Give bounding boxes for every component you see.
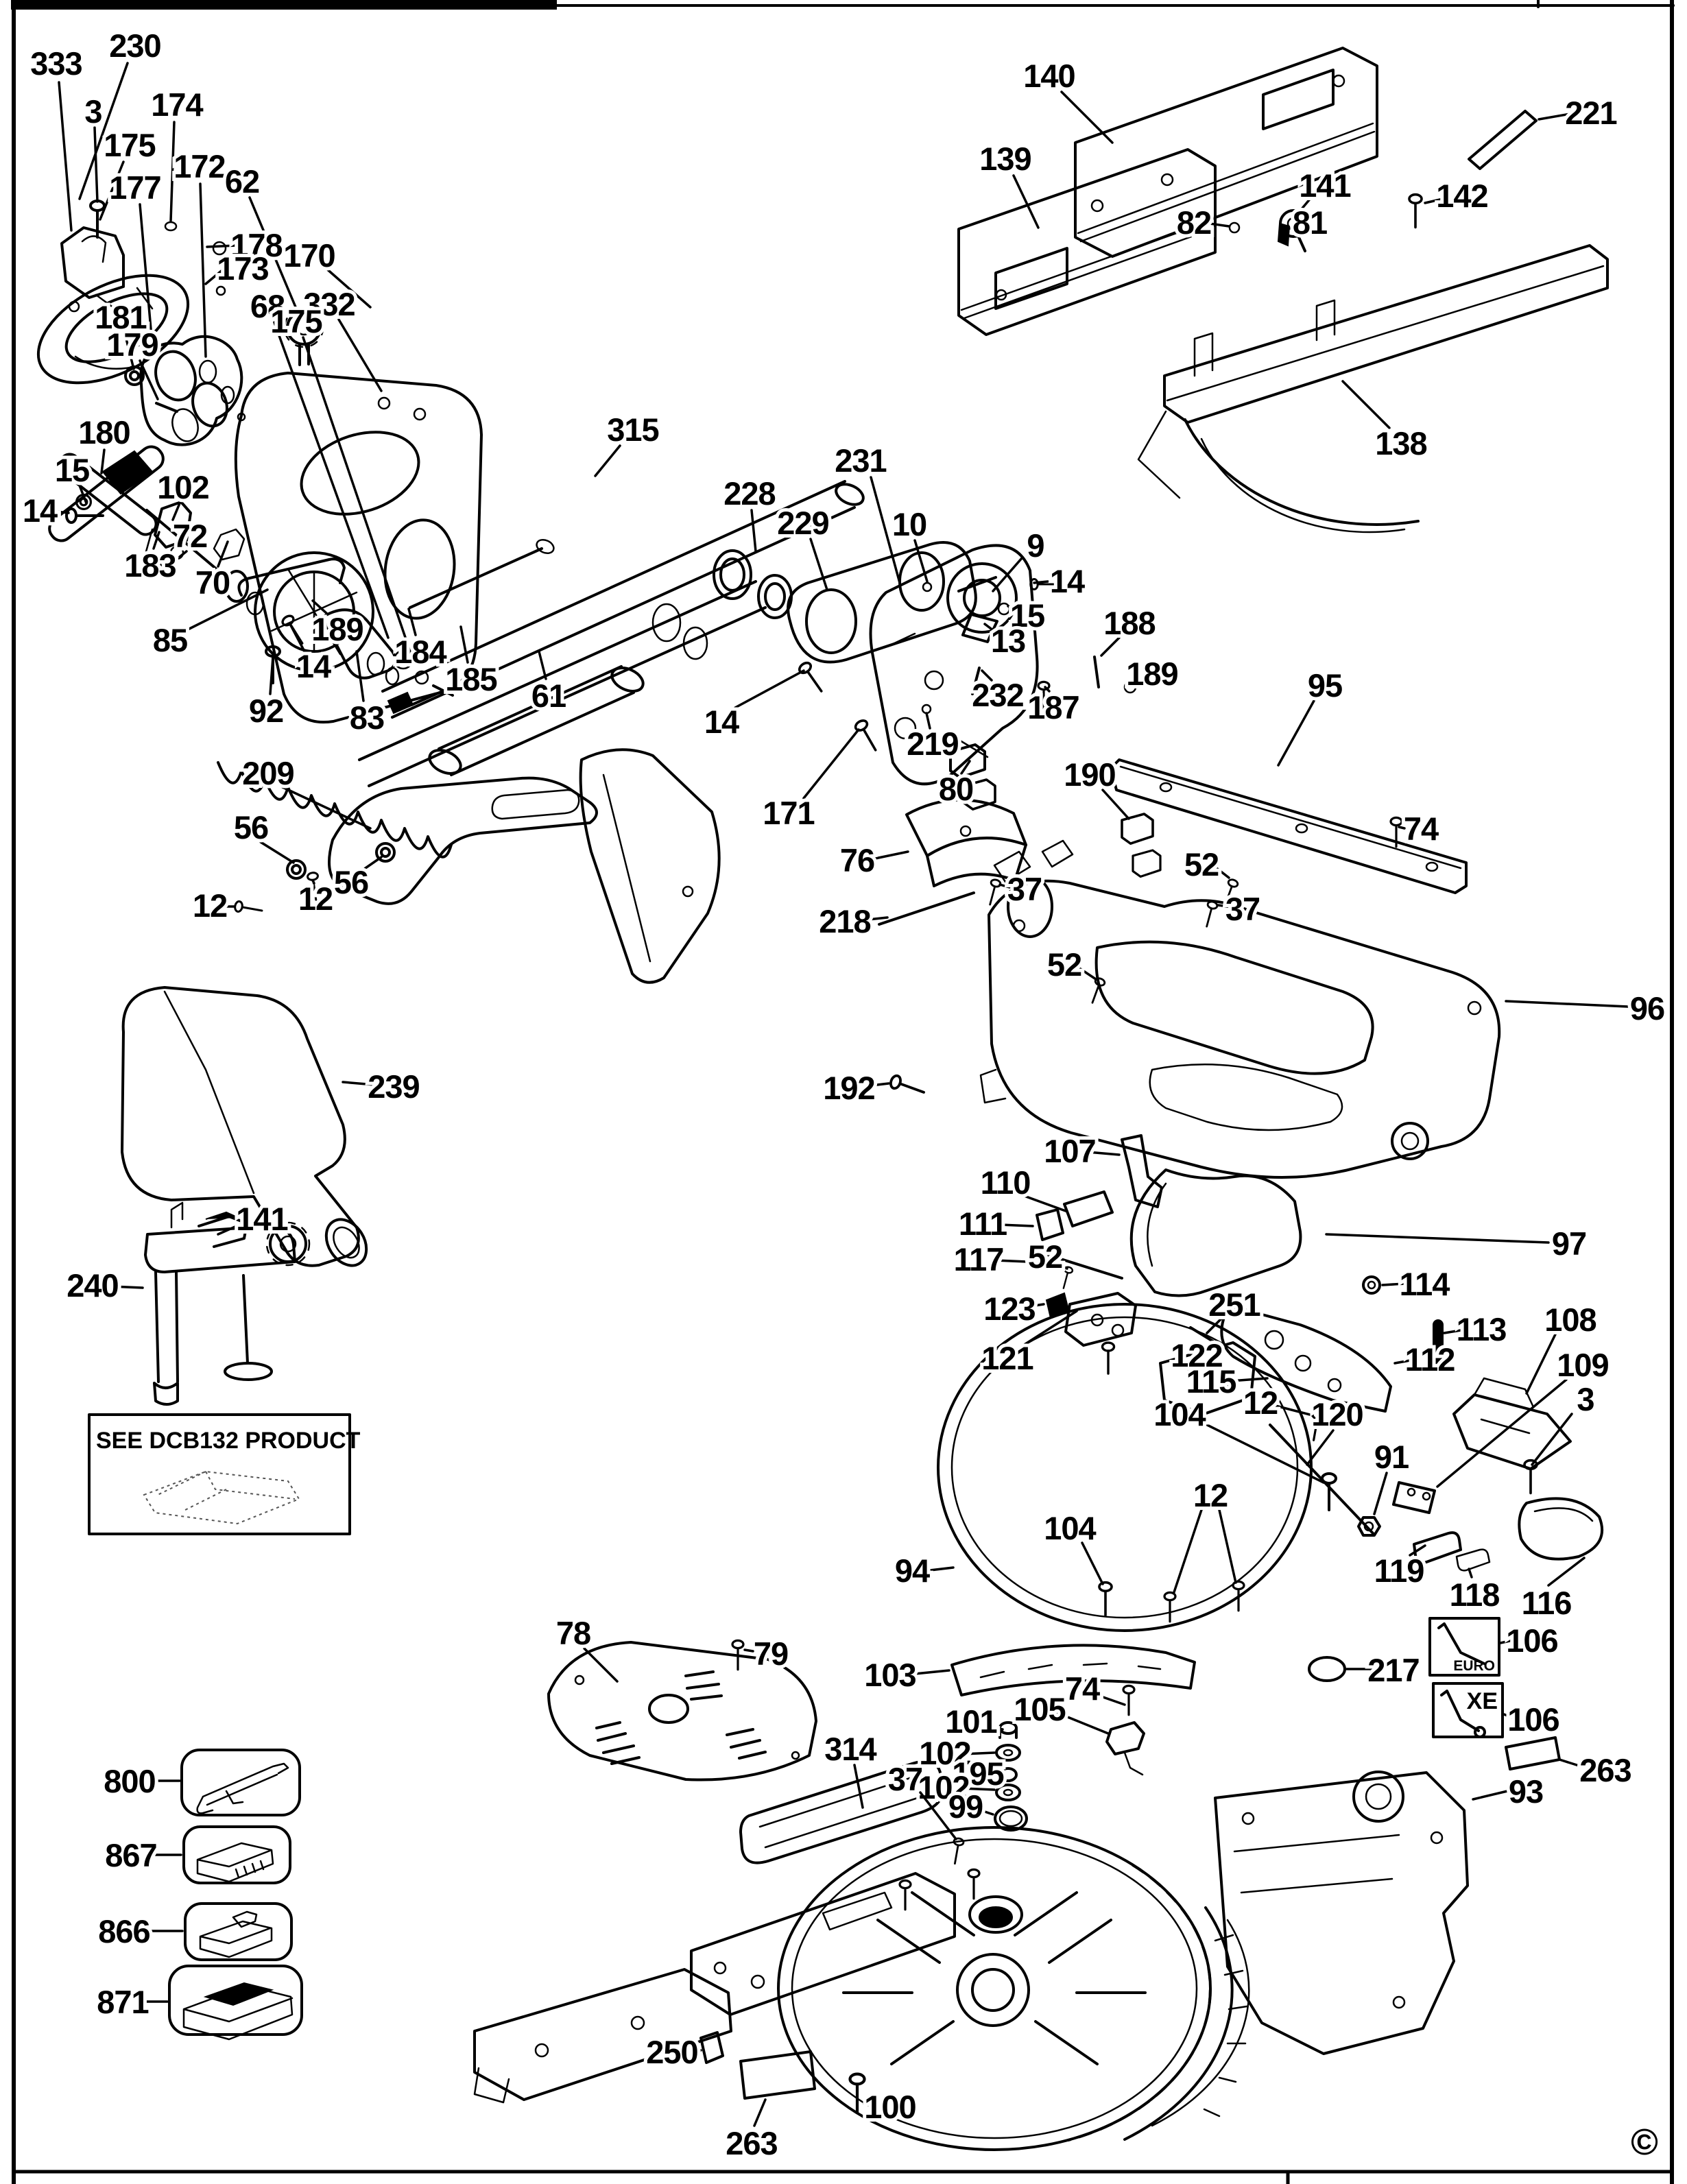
part-label-119: 119	[1374, 1552, 1424, 1589]
part-label-102: 102	[157, 469, 209, 505]
fence-base-138	[1138, 245, 1607, 532]
part-label-105: 105	[1014, 1691, 1066, 1727]
part-label-81: 81	[1292, 204, 1328, 241]
part-label-229: 229	[777, 505, 829, 541]
leader-line-97	[1326, 1234, 1548, 1243]
part-label-108: 108	[1544, 1301, 1596, 1338]
part-label-12: 12	[1193, 1477, 1228, 1513]
leader-line-138	[1343, 381, 1389, 428]
exploded-view-artwork	[21, 48, 1607, 2150]
part-label-107: 107	[1044, 1133, 1096, 1169]
part-label-104: 104	[1153, 1396, 1206, 1432]
part-label-14: 14	[704, 704, 739, 740]
leader-line-14	[735, 671, 804, 708]
leader-line-108	[1527, 1334, 1555, 1393]
leader-line-184	[409, 609, 416, 635]
part-label-68: 68	[250, 288, 285, 324]
part-label-217: 217	[1367, 1652, 1420, 1688]
part-label-120: 120	[1311, 1396, 1363, 1432]
part-label-174: 174	[151, 86, 203, 123]
part-label-101: 101	[945, 1703, 997, 1740]
part-label-74: 74	[1064, 1670, 1100, 1707]
part-label-183: 183	[124, 547, 176, 584]
part-label-92: 92	[248, 693, 284, 729]
part-label-219: 219	[907, 725, 959, 762]
part-label-140: 140	[1023, 58, 1075, 94]
part-label-113: 113	[1456, 1311, 1507, 1347]
base-right-body	[1215, 1772, 1468, 2054]
euro-key-box	[1430, 1618, 1499, 1675]
leader-line-94	[930, 1568, 953, 1570]
bolt-192	[889, 1075, 926, 1099]
leader-line-116	[1548, 1558, 1584, 1585]
part-label-187: 187	[1027, 689, 1079, 725]
leader-line-79	[745, 1650, 753, 1651]
part-label-56: 56	[333, 864, 369, 900]
leader-line-175	[303, 337, 410, 651]
leader-line-228	[752, 510, 756, 551]
part-label-15: 15	[1009, 597, 1045, 634]
leader-line-91	[1374, 1473, 1387, 1514]
leader-line-109	[1437, 1380, 1566, 1487]
part-label-231: 231	[835, 442, 887, 479]
part-label-102: 102	[918, 1769, 970, 1805]
part-label-106: 106	[1506, 1622, 1558, 1659]
part-label-172: 172	[174, 148, 226, 184]
part-label-195: 195	[952, 1755, 1004, 1792]
part-label-14: 14	[296, 648, 331, 684]
sticker-263	[1506, 1738, 1559, 1769]
part-label-190: 190	[1064, 756, 1116, 793]
part-label-181: 181	[95, 299, 147, 335]
part-label-14: 14	[22, 492, 58, 529]
part-label-115: 115	[1186, 1363, 1236, 1400]
part-label-37: 37	[1007, 871, 1042, 907]
part-label-76: 76	[839, 842, 875, 878]
part-label-56: 56	[233, 809, 269, 845]
part-label-12: 12	[1243, 1384, 1278, 1421]
kit-box-871	[169, 1966, 302, 2039]
leader-line-76	[875, 852, 908, 859]
part-label-871: 871	[97, 1984, 149, 2020]
kit-box-867	[184, 1827, 290, 1883]
fence-clamp-bracket	[1393, 1378, 1602, 1570]
rotary-table	[778, 1827, 1210, 2150]
part-label-251: 251	[1208, 1286, 1260, 1323]
part-label-114: 114	[1399, 1266, 1450, 1302]
part-label-96: 96	[1629, 990, 1665, 1027]
part-label-314: 314	[824, 1731, 876, 1767]
leader-line-93	[1473, 1791, 1507, 1799]
xe-tag: XE	[1466, 1688, 1498, 1714]
part-label-102: 102	[919, 1735, 971, 1771]
part-label-209: 209	[242, 755, 294, 791]
part-label-800: 800	[104, 1763, 156, 1799]
part-label-79: 79	[753, 1635, 789, 1672]
part-label-228: 228	[723, 475, 776, 512]
part-label-185: 185	[445, 661, 497, 697]
part-label-189: 189	[1126, 656, 1178, 692]
blade-screw-12a	[1164, 1592, 1175, 1621]
part-label-173: 173	[217, 250, 269, 287]
part-label-78: 78	[555, 1615, 591, 1651]
leader-line-333	[59, 82, 71, 230]
part-label-15: 15	[54, 452, 90, 488]
part-label-230: 230	[109, 27, 161, 64]
part-label-221: 221	[1565, 95, 1617, 131]
part-label-175: 175	[104, 127, 156, 163]
leader-line-185	[461, 627, 468, 662]
part-label-14: 14	[1049, 563, 1085, 599]
part-label-70: 70	[195, 564, 230, 601]
part-label-263: 263	[1579, 1752, 1631, 1788]
dcb132-note: SEE DCB132 PRODUCT	[96, 1428, 361, 1454]
part-label-85: 85	[152, 622, 188, 658]
part-label-110: 110	[980, 1164, 1031, 1201]
part-label-52: 52	[1184, 846, 1219, 883]
part-label-116: 116	[1521, 1585, 1572, 1621]
part-label-184: 184	[394, 634, 446, 670]
leader-line-92	[270, 657, 273, 694]
part-label-333: 333	[30, 45, 82, 82]
leader-line-190	[1103, 790, 1129, 819]
part-label-112: 112	[1404, 1341, 1455, 1378]
part-label-97: 97	[1551, 1225, 1587, 1262]
oval-217	[1309, 1657, 1345, 1681]
part-label-142: 142	[1436, 178, 1488, 214]
blade-screw-12b	[1233, 1581, 1244, 1610]
part-label-82: 82	[1176, 204, 1212, 241]
part-label-74: 74	[1403, 811, 1439, 847]
leader-line-14	[1034, 581, 1048, 583]
pivot-blocks	[950, 745, 1160, 876]
part-label-218: 218	[819, 903, 871, 939]
leader-line-104	[1082, 1543, 1103, 1584]
rail-rings	[653, 551, 791, 659]
leader-line-263	[754, 2100, 765, 2126]
part-label-62: 62	[224, 163, 260, 200]
part-label-189: 189	[311, 611, 363, 647]
part-label-867: 867	[105, 1837, 157, 1873]
part-label-178: 178	[230, 227, 283, 263]
part-label-250: 250	[646, 2034, 698, 2070]
guard-pin-218	[879, 893, 974, 924]
part-label-3: 3	[84, 93, 102, 130]
part-label-91: 91	[1374, 1439, 1409, 1475]
part-label-99: 99	[948, 1788, 983, 1825]
part-label-95: 95	[1307, 667, 1343, 704]
part-label-10: 10	[892, 506, 927, 542]
bolt-14	[67, 509, 103, 523]
part-label-9: 9	[1027, 527, 1044, 564]
leader-line-12	[1276, 1406, 1313, 1415]
part-label-109: 109	[1557, 1347, 1609, 1383]
part-label-866: 866	[98, 1913, 150, 1949]
leader-line-12	[1174, 1510, 1201, 1592]
part-label-188: 188	[1103, 605, 1156, 641]
part-label-170: 170	[283, 237, 335, 274]
leader-line-70	[218, 542, 228, 566]
part-label-332: 332	[303, 286, 355, 322]
part-label-239: 239	[368, 1068, 420, 1105]
leader-line-12	[1219, 1510, 1236, 1583]
leader-line-61	[539, 651, 546, 679]
part-label-121: 121	[981, 1340, 1033, 1376]
part-label-315: 315	[607, 411, 659, 448]
part-label-13: 13	[990, 623, 1026, 659]
leader-line-104	[1199, 1421, 1324, 1483]
kit-box-800	[182, 1750, 300, 1815]
leader-line-172	[200, 184, 206, 357]
leader-line-52	[1079, 968, 1096, 979]
sticker-221	[1469, 111, 1536, 169]
part-label-123: 123	[983, 1291, 1036, 1327]
part-label-37: 37	[887, 1761, 923, 1797]
leader-line-14	[56, 512, 69, 513]
leader-line-140	[1062, 92, 1112, 143]
leader-line-315	[595, 446, 620, 476]
leader-line-95	[1278, 701, 1314, 765]
xe-key-box	[1433, 1683, 1503, 1737]
leader-line-3	[95, 128, 97, 202]
leader-line-78	[584, 1648, 617, 1681]
part-label-141: 141	[236, 1201, 288, 1237]
pin-179	[156, 403, 177, 411]
part-label-175: 175	[270, 303, 322, 339]
leader-line-314	[854, 1765, 863, 1808]
part-label-240: 240	[67, 1267, 119, 1304]
blade-screw-104	[1099, 1583, 1112, 1616]
part-label-100: 100	[864, 2089, 916, 2125]
euro-tag: EURO	[1453, 1658, 1495, 1674]
part-label-177: 177	[109, 169, 161, 206]
part-label-106: 106	[1507, 1701, 1559, 1738]
part-label-104: 104	[1044, 1510, 1096, 1546]
part-label-80: 80	[938, 771, 974, 807]
part-label-138: 138	[1375, 425, 1427, 461]
part-label-117: 117	[953, 1241, 1004, 1277]
part-label-3: 3	[1577, 1381, 1594, 1417]
part-label-83: 83	[349, 699, 385, 736]
part-label-12: 12	[192, 887, 228, 924]
part-label-263: 263	[726, 2125, 778, 2161]
latch-105	[1107, 1685, 1144, 1775]
dust-chute-97	[1132, 1170, 1301, 1296]
part-label-61: 61	[531, 677, 566, 714]
part-label-12: 12	[298, 880, 333, 917]
kit-box-866	[185, 1904, 291, 1960]
part-label-232: 232	[972, 677, 1024, 713]
part-label-171: 171	[763, 795, 815, 831]
leader-line-9	[993, 558, 1022, 591]
part-label-52: 52	[1027, 1238, 1063, 1275]
part-label-37: 37	[1225, 891, 1260, 927]
part-label-179: 179	[106, 326, 158, 363]
part-label-72: 72	[172, 518, 208, 554]
part-label-122: 122	[1171, 1337, 1223, 1373]
leader-line-82	[1210, 224, 1229, 226]
part-label-139: 139	[979, 141, 1031, 177]
part-label-111: 111	[958, 1205, 1007, 1242]
screw-37b	[1202, 900, 1218, 927]
part-label-141: 141	[1299, 167, 1351, 204]
leader-line-74	[1097, 1695, 1125, 1705]
leader-line-68	[274, 322, 388, 638]
part-label-192: 192	[823, 1070, 875, 1106]
leader-line-171	[804, 730, 859, 798]
part-label-93: 93	[1508, 1773, 1544, 1810]
handle-mount-bracket	[62, 228, 123, 298]
part-label-118: 118	[1449, 1576, 1500, 1613]
pivot-boot	[581, 749, 719, 982]
leader-line-180	[101, 450, 104, 473]
copyright-symbol: ©	[1631, 2122, 1658, 2163]
part-label-180: 180	[78, 414, 130, 451]
header-bar	[11, 0, 557, 10]
part-label-52: 52	[1046, 946, 1082, 983]
leader-line-96	[1506, 1001, 1628, 1007]
part-label-103: 103	[864, 1657, 916, 1693]
part-label-94: 94	[894, 1552, 930, 1589]
